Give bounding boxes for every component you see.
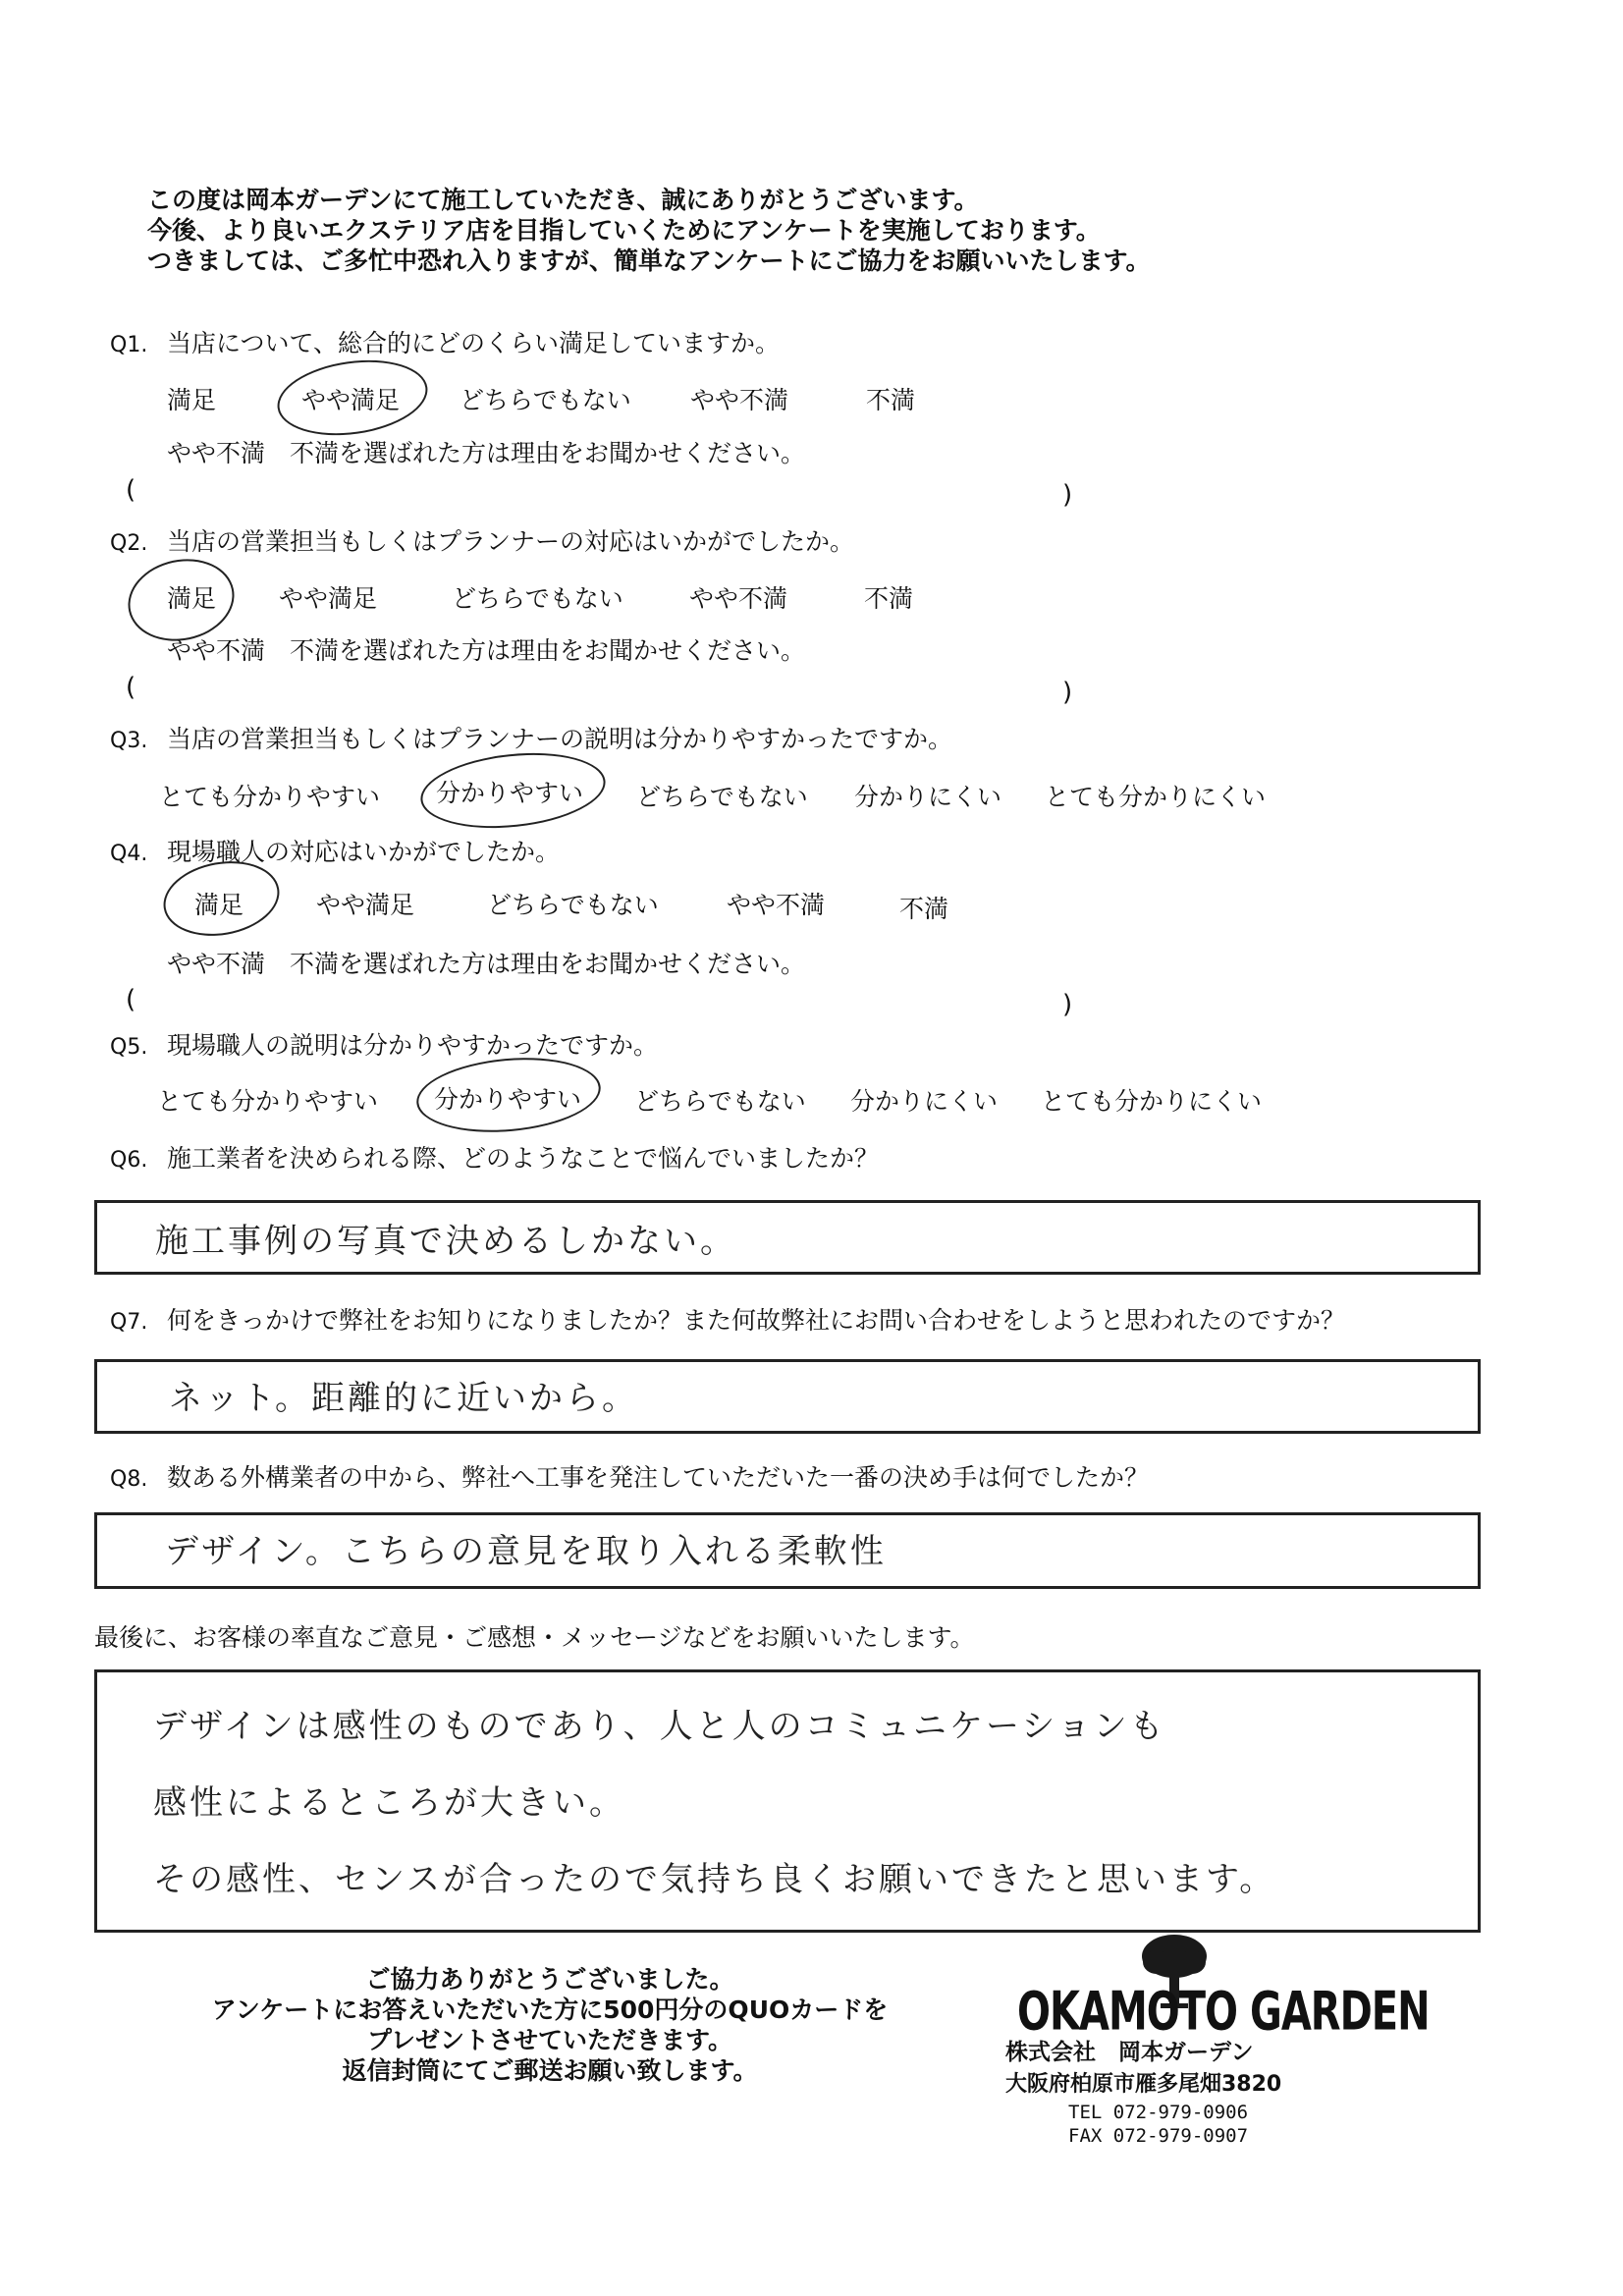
intro-text xyxy=(147,185,1151,276)
final-handwritten-line: その感性、センスが合ったので気持ち良くお願いできたと思います。 xyxy=(153,1860,1276,1899)
q1-option-2[interactable]: やや満足 xyxy=(301,386,401,414)
question-5 xyxy=(110,1026,658,1062)
q3-option-2[interactable]: 分かりやすい xyxy=(436,779,584,807)
q3-option-4[interactable]: 分かりにくい xyxy=(854,783,1002,811)
question-number: Q8. xyxy=(110,1467,148,1492)
q2-option-3[interactable]: どちらでもない xyxy=(452,584,623,613)
intro-line: この度は岡本ガーデンにて施工していただき、誠にありがとうございます。 xyxy=(147,186,979,214)
q4-reason-close-paren: ) xyxy=(1062,990,1073,1019)
final-handwritten-line: 感性によるところが大きい。 xyxy=(153,1783,625,1823)
q5-option-1[interactable]: とても分かりやすい xyxy=(157,1087,379,1116)
q8-handwritten-answer: デザイン。こちらの意見を取り入れる柔軟性 xyxy=(165,1532,887,1571)
question-3 xyxy=(110,720,952,755)
q2-reason-close-paren: ) xyxy=(1062,678,1073,707)
question-number: Q3. xyxy=(110,729,148,753)
question-number: Q7. xyxy=(110,1310,148,1335)
q4-reason-prompt: やや不満 不満を選ばれた方は理由をお聞かせください。 xyxy=(167,950,806,978)
q2-option-1[interactable]: 満足 xyxy=(167,584,217,613)
company-address: 大阪府柏原市雁多尾畑3820 xyxy=(1005,2072,1282,2097)
intro-line: 今後、より良いエクステリア店を目指していくためにアンケートを実施しております。 xyxy=(147,216,1101,245)
final-handwritten-line: デザインは感性のものであり、人と人のコミュニケーションも xyxy=(153,1707,1166,1746)
q5-option-5[interactable]: とても分かりにくい xyxy=(1041,1087,1263,1116)
q2-option-5[interactable]: 不満 xyxy=(864,584,914,613)
q4-option-3[interactable]: どちらでもない xyxy=(487,891,659,919)
question-2 xyxy=(110,522,854,558)
q1-selection-circle xyxy=(273,352,433,445)
question-1 xyxy=(110,324,780,359)
q3-selection-circle xyxy=(417,744,610,836)
question-text: 施工業者を決められる際、どのようなことで悩んでいましたか？ xyxy=(167,1144,880,1173)
question-7 xyxy=(110,1301,1345,1337)
q1-option-4[interactable]: やや不満 xyxy=(690,386,789,414)
thanks-line: 返信封筒にてご郵送お願い致します。 xyxy=(342,2056,758,2085)
company-fax: FAX 072-979-0907 xyxy=(1068,2125,1249,2147)
q1-reason-open-paren: ( xyxy=(126,475,136,505)
q6-handwritten-answer: 施工事例の写真で決めるしかない。 xyxy=(155,1222,736,1261)
q4-option-4[interactable]: やや不満 xyxy=(727,891,826,919)
q3-option-1[interactable]: とても分かりやすい xyxy=(159,783,381,811)
company-tel: TEL 072-979-0906 xyxy=(1068,2102,1249,2123)
company-logo-text: OKAMOTO GARDEN xyxy=(1017,1982,1430,2044)
q1-reason-close-paren: ) xyxy=(1062,480,1073,510)
q5-option-3[interactable]: どちらでもない xyxy=(634,1087,806,1116)
company-name: 株式会社 岡本ガーデン xyxy=(1005,2040,1254,2065)
intro-line: つきましては、ご多忙中恐れ入りますが、簡単なアンケートにご協力をお願いいたします。 xyxy=(147,246,1151,275)
q4-option-1[interactable]: 満足 xyxy=(194,891,244,919)
question-number: Q6. xyxy=(110,1148,148,1173)
thanks-block xyxy=(147,1964,952,2086)
q5-selection-circle xyxy=(413,1051,604,1139)
question-text: 現場職人の対応はいかがでしたか。 xyxy=(167,838,561,866)
question-text: 当店について、総合的にどのくらい満足していますか。 xyxy=(167,329,781,357)
q7-handwritten-answer: ネット。距離的に近いから。 xyxy=(169,1379,638,1418)
question-number: Q5. xyxy=(110,1035,148,1060)
thanks-line: アンケートにお答えいただいた方に500円分のQUOカードを xyxy=(211,1995,889,2024)
q2-reason-open-paren: ( xyxy=(126,673,136,702)
question-6 xyxy=(110,1139,879,1175)
q4-option-2[interactable]: やや満足 xyxy=(316,891,415,919)
q1-option-3[interactable]: どちらでもない xyxy=(460,386,631,414)
q3-option-3[interactable]: どちらでもない xyxy=(636,783,808,811)
question-8 xyxy=(110,1458,1149,1494)
thanks-line: プレゼントさせていただきます。 xyxy=(366,2026,732,2054)
question-text: 当店の営業担当もしくはプランナーの説明は分かりやすかったですか。 xyxy=(167,725,953,753)
question-text: 数ある外構業者の中から、弊社へ工事を発注していただいた一番の決め手は何でしたか？ xyxy=(167,1463,1150,1492)
q1-reason-prompt: やや不満 不満を選ばれた方は理由をお聞かせください。 xyxy=(167,439,806,467)
q5-option-4[interactable]: 分かりにくい xyxy=(850,1087,999,1116)
q5-option-2[interactable]: 分かりやすい xyxy=(434,1085,582,1114)
q4-reason-open-paren: ( xyxy=(126,985,136,1014)
question-4 xyxy=(110,833,560,868)
question-number: Q1. xyxy=(110,333,148,357)
q1-option-1[interactable]: 満足 xyxy=(167,386,217,414)
question-number: Q2. xyxy=(110,531,148,556)
thanks-line: ご協力ありがとうございました。 xyxy=(365,1965,734,1994)
q2-option-4[interactable]: やや不満 xyxy=(689,584,788,613)
q2-reason-prompt: やや不満 不満を選ばれた方は理由をお聞かせください。 xyxy=(167,636,806,665)
question-text: 当店の営業担当もしくはプランナーの対応はいかがでしたか。 xyxy=(167,527,855,556)
question-number: Q4. xyxy=(110,842,148,866)
q2-option-2[interactable]: やや満足 xyxy=(279,584,378,613)
q3-option-5[interactable]: とても分かりにくい xyxy=(1045,783,1267,811)
question-text: 何をきっかけで弊社をお知りになりましたか？また何故弊社にお問い合わせをしようと思われたのですか？ xyxy=(167,1306,1346,1335)
q4-option-5[interactable]: 不満 xyxy=(899,895,949,923)
final-comment-prompt: 最後に、お客様の率直なご意見・ご感想・メッセージなどをお願いいたします。 xyxy=(94,1623,975,1652)
q1-option-5[interactable]: 不満 xyxy=(866,386,916,414)
question-text: 現場職人の説明は分かりやすかったですか。 xyxy=(167,1031,659,1060)
